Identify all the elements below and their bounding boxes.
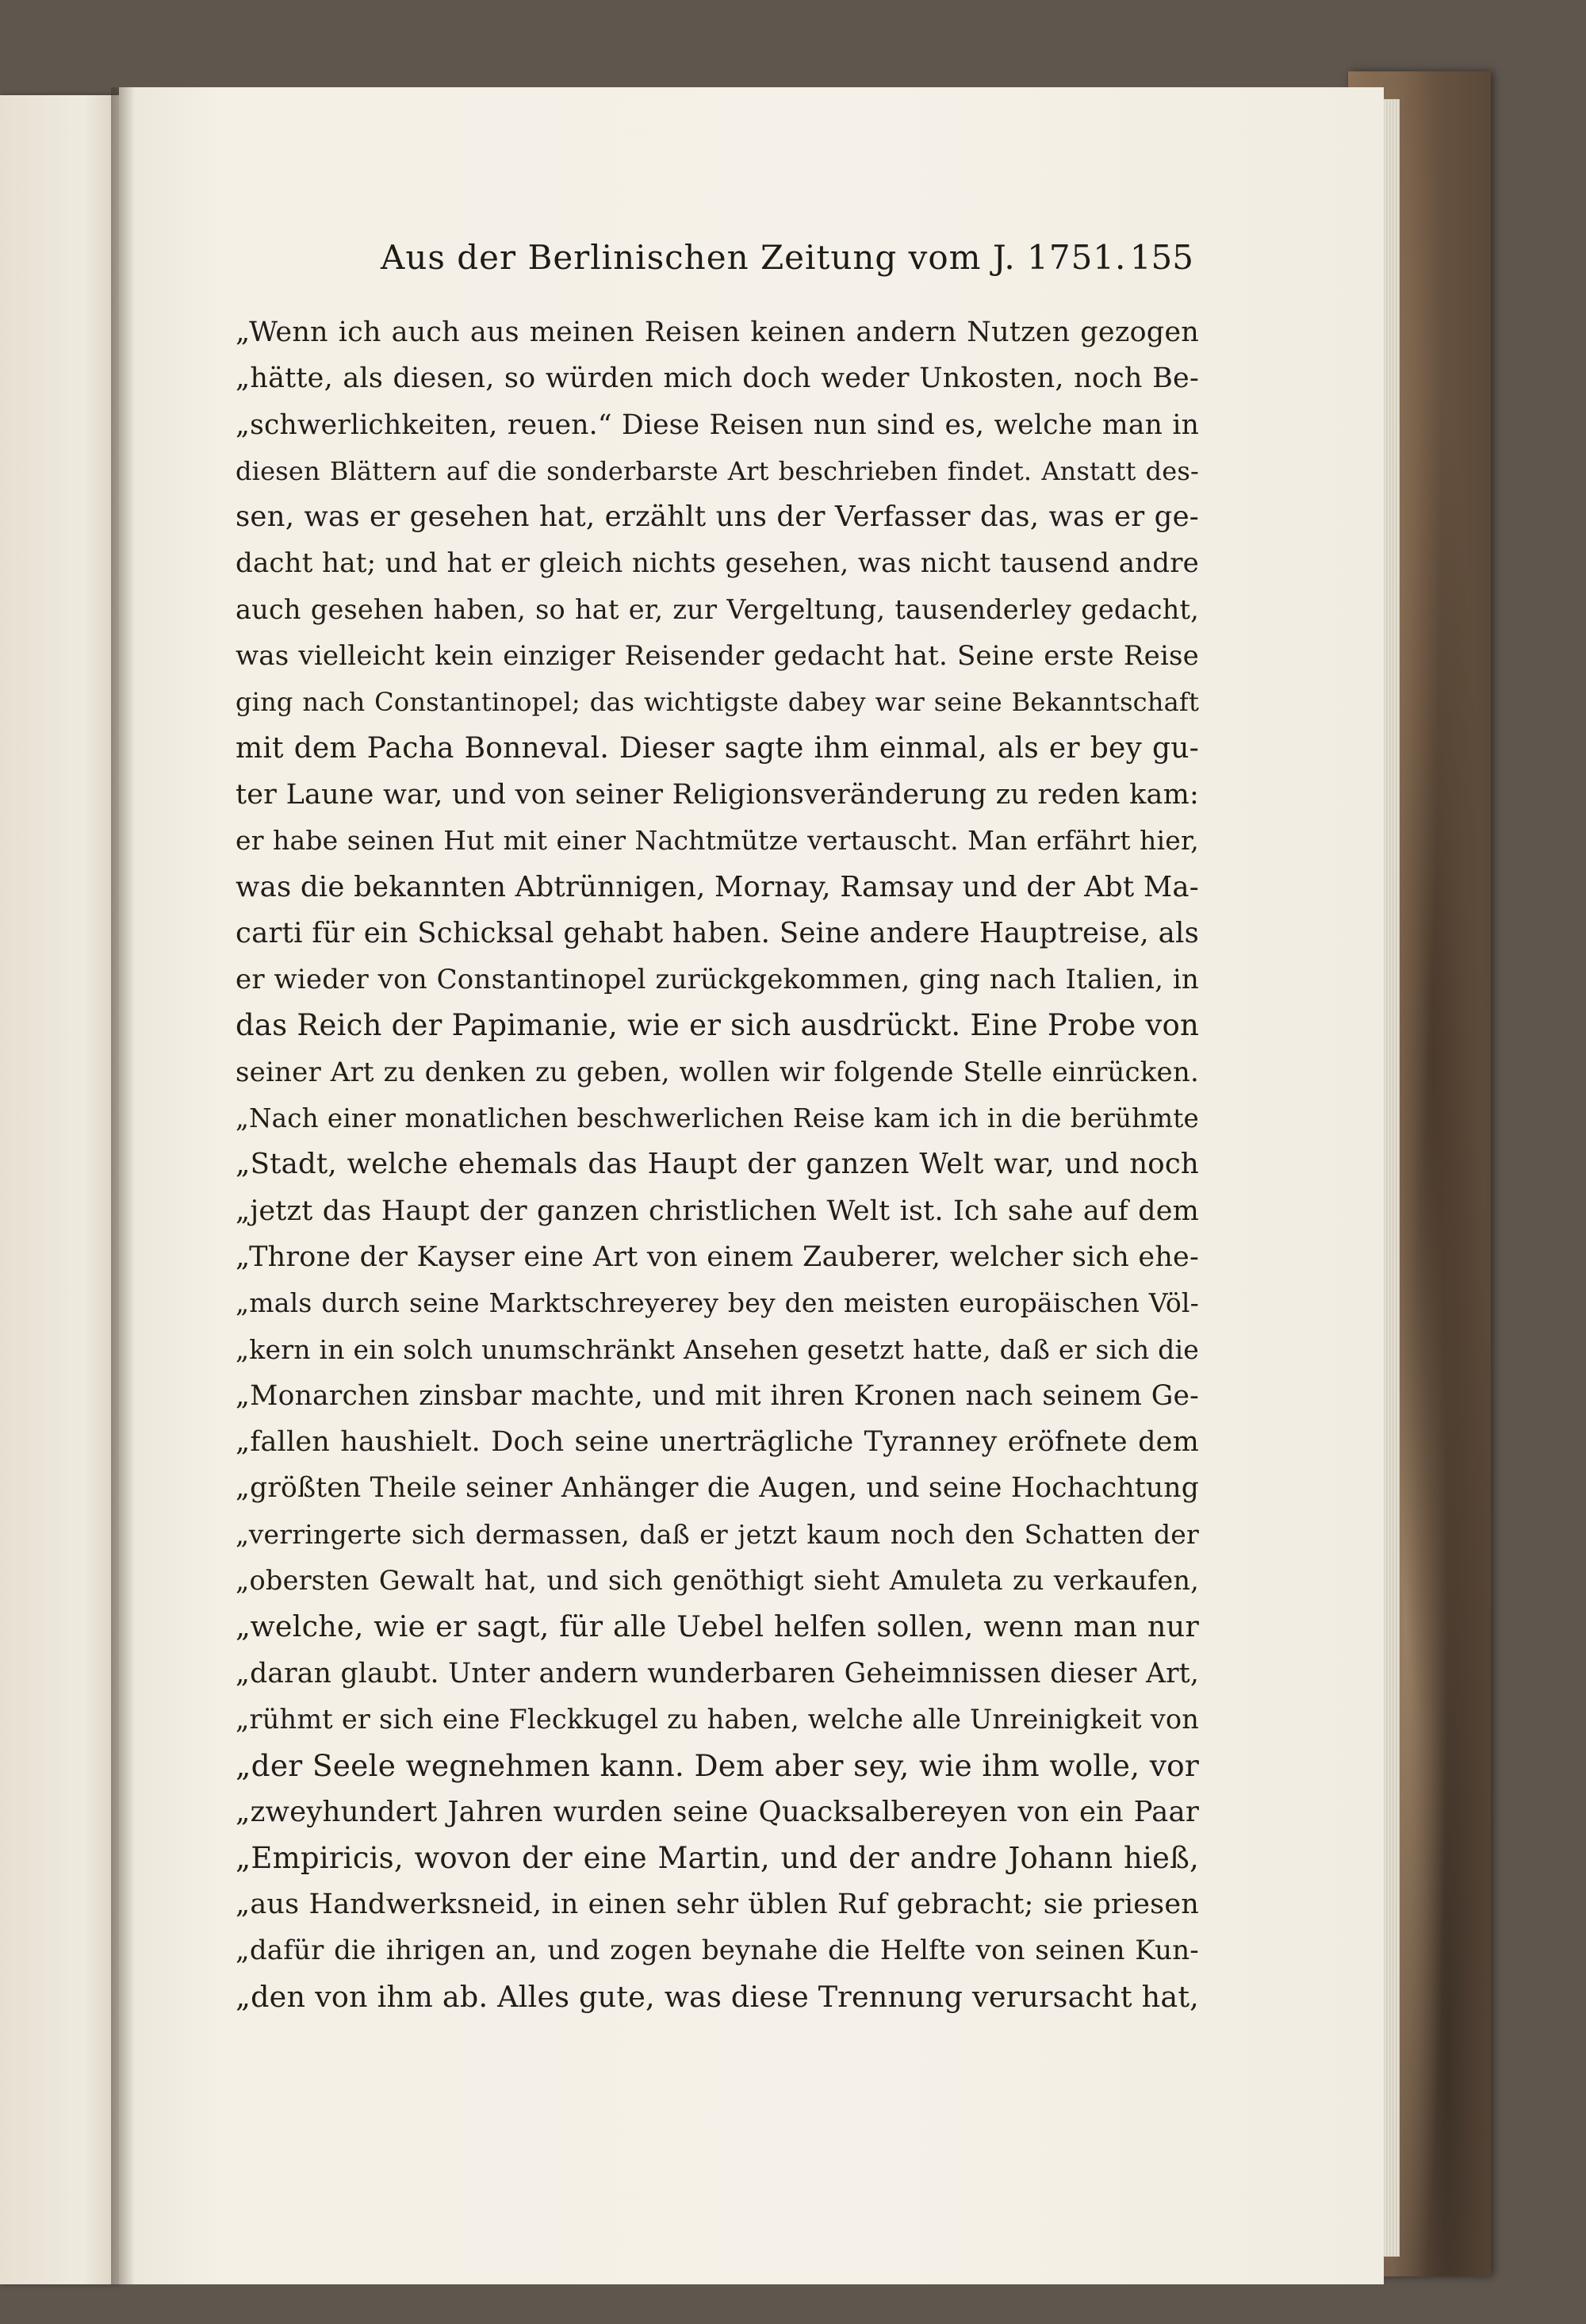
text-line: „mals durch seine Marktschreyerey bey den meisten europäischen Völ- <box>236 1287 1199 1319</box>
facing-page-edge <box>0 95 119 2284</box>
text-line: er habe seinen Hut mit einer Nachtmütze vertauscht. Man erfährt hier, <box>236 825 1199 857</box>
text-line: mit dem Pacha Bonneval. Dieser sagte ihm einmal, als er bey gu- <box>236 731 1199 765</box>
text-line: was vielleicht kein einziger Reisender gedacht hat. Seine erste Reise <box>236 640 1199 673</box>
text-line: ter Laune war, und von seiner Religionsveränderung zu reden kam: <box>236 778 1199 811</box>
text-line: das Reich der Papimanie, wie er sich ausdrückt. Eine Probe von <box>236 1008 1199 1043</box>
text-line: dacht hat; und hat er gleich nichts gesehen, was nicht tausend andre <box>236 547 1199 580</box>
text-line: „dafür die ihrigen an, und zogen beynahe die Helfte von seinen Kun- <box>236 1935 1199 1967</box>
text-line: „Throne der Kayser eine Art von einem Zauberer, welcher sich ehe- <box>236 1241 1199 1273</box>
text-line: „schwerlichkeiten, reuen.“ Diese Reisen nun sind es, welche man in <box>236 408 1199 441</box>
text-line: seiner Art zu denken zu geben, wollen wir folgende Stelle einrücken. <box>236 1056 1199 1088</box>
running-head <box>274 238 1193 286</box>
text-line: „hätte, als diesen, so würden mich doch weder Unkosten, noch Be- <box>236 362 1199 395</box>
text-line: ging nach Constantinopel; das wichtigste dabey war seine Bekanntschaft <box>236 687 1199 718</box>
text-line: „daran glaubt. Unter andern wunderbaren Geheimnissen dieser Art, <box>236 1657 1199 1689</box>
text-line: auch gesehen haben, so hat er, zur Vergeltung, tausenderley gedacht, <box>236 593 1199 625</box>
text-line: „Stadt, welche ehemals das Haupt der ganzen Welt war, und noch <box>236 1148 1199 1181</box>
text-line: „welche, wie er sagt, für alle Uebel helfen sollen, wenn man nur <box>236 1609 1199 1644</box>
text-line: „größten Theile seiner Anhänger die Augen, und seine Hochachtung <box>236 1472 1199 1505</box>
text-line: „zweyhundert Jahren wurden seine Quacksalbereyen von ein Paar <box>236 1795 1199 1828</box>
text-line: „verringerte sich dermassen, daß er jetzt kaum noch den Schatten der <box>236 1518 1199 1550</box>
body-text <box>236 309 1199 2020</box>
text-line: „aus Handwerksneid, in einen sehr üblen Ruf gebracht; sie priesen <box>236 1889 1199 1921</box>
text-line: „rühmt er sich eine Fleckkugel zu haben, welche alle Unreinigkeit von <box>236 1703 1199 1735</box>
text-line: carti für ein Schicksal gehabt haben. Seine andere Hauptreise, als <box>236 916 1199 949</box>
text-line: „Wenn ich auch aus meinen Reisen keinen andern Nutzen gezogen <box>236 316 1199 348</box>
text-line: „obersten Gewalt hat, und sich genöthigt sieht Amuleta zu verkaufen, <box>236 1565 1199 1597</box>
page-number: 155 <box>1129 238 1193 277</box>
text-line: „den von ihm ab. Alles gute, was diese Trennung verursacht hat, <box>236 1979 1199 2014</box>
text-line: „fallen haushielt. Doch seine unerträgliche Tyranney eröfnete dem <box>236 1426 1199 1459</box>
gutter-shadow <box>111 87 135 2284</box>
text-line: „Monarchen zinsbar machte, und mit ihren Kronen nach seinem Ge- <box>236 1379 1199 1412</box>
text-line: „jetzt das Haupt der ganzen christlichen Welt ist. Ich sahe auf dem <box>236 1195 1199 1227</box>
running-title: Aus der Berlinischen Zeitung vom J. 1751. <box>381 238 1127 277</box>
text-line: diesen Blättern auf die sonderbarste Art beschrieben findet. Anstatt des- <box>236 455 1199 486</box>
text-line: „der Seele wegnehmen kann. Dem aber sey, wie ihm wolle, vor <box>236 1748 1199 1784</box>
text-line: „Empiricis, wovon der eine Martin, und der andre Johann hieß, <box>236 1840 1199 1875</box>
text-line: sen, was er gesehen hat, erzählt uns der Verfasser das, was er ge- <box>236 500 1199 534</box>
text-line: „kern in ein solch unumschränkt Ansehen gesetzt hatte, daß er sich die <box>236 1333 1199 1365</box>
text-line: was die bekannten Abtrünnigen, Mornay, Ramsay und der Abt Ma- <box>236 870 1199 903</box>
text-line: „Nach einer monatlichen beschwerlichen Reise kam ich in die berühmte <box>236 1103 1199 1134</box>
text-line: er wieder von Constantinopel zurückgekommen, ging nach Italien, in <box>236 964 1199 996</box>
